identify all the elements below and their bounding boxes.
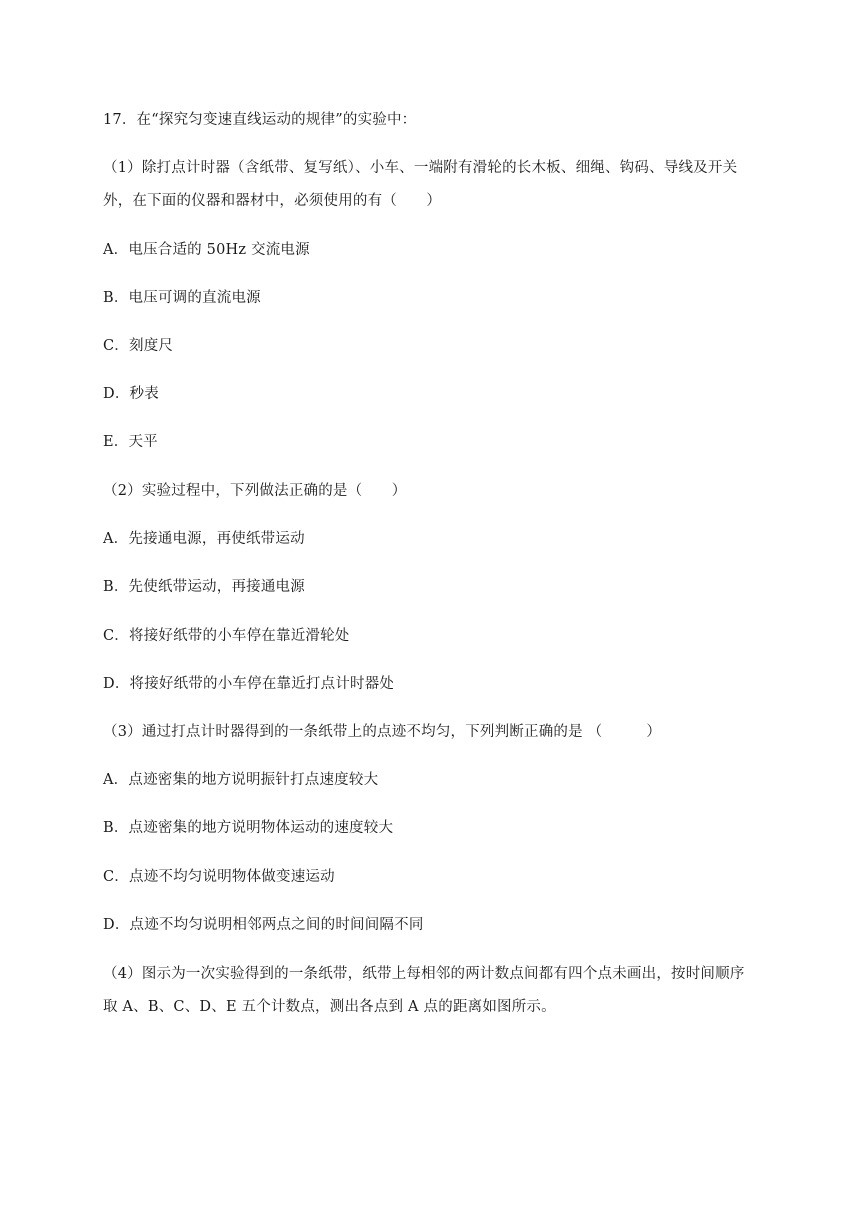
question-title: 17．在“探究匀变速直线运动的规律”的实验中：: [103, 112, 417, 128]
part2-stem: （2）实验过程中，下列做法正确的是（ ）: [103, 483, 407, 499]
part2-option-c: C．将接好纸带的小车停在靠近滑轮处: [103, 628, 350, 644]
part3-stem: （3）通过打点计时器得到的一条纸带上的点迹不均匀，下列判断正确的是 （ ）: [103, 724, 662, 740]
part1-stem-line2: 外，在下面的仪器和器材中，必须使用的有（ ）: [103, 193, 442, 209]
part2-option-d: D．将接好纸带的小车停在靠近打点计时器处: [103, 676, 395, 692]
part1-option-c: C．刻度尺: [103, 338, 174, 354]
part3-option-a: A．点迹密集的地方说明振针打点速度较大: [103, 772, 379, 788]
part1-option-e: E．天平: [103, 434, 158, 450]
part4-stem-line2: 取 A、B、C、D、E 五个计数点，测出各点到 A 点的距离如图所示。: [103, 999, 556, 1015]
part3-option-c: C．点迹不均匀说明物体做变速运动: [103, 869, 335, 885]
part2-option-b: B．先使纸带运动，再接通电源: [103, 579, 305, 595]
part1-option-a: A．电压合适的 50Hz 交流电源: [103, 242, 310, 258]
part3-option-d: D．点迹不均匀说明相邻两点之间的时间间隔不同: [103, 917, 424, 933]
part1-option-d: D．秒表: [103, 386, 159, 402]
part4-stem-line1: （4）图示为一次实验得到的一条纸带，纸带上每相邻的两计数点间都有四个点未画出，按时间顺序: [103, 966, 745, 982]
part1-option-b: B．电压可调的直流电源: [103, 290, 261, 306]
part3-option-b: B．点迹密集的地方说明物体运动的速度较大: [103, 820, 394, 836]
part1-stem-line1: （1）除打点计时器（含纸带、复写纸）、小车、一端附有滑轮的长木板、细绳、钩码、导线及开关: [103, 160, 738, 176]
part2-option-a: A．先接通电源，再使纸带运动: [103, 531, 305, 547]
